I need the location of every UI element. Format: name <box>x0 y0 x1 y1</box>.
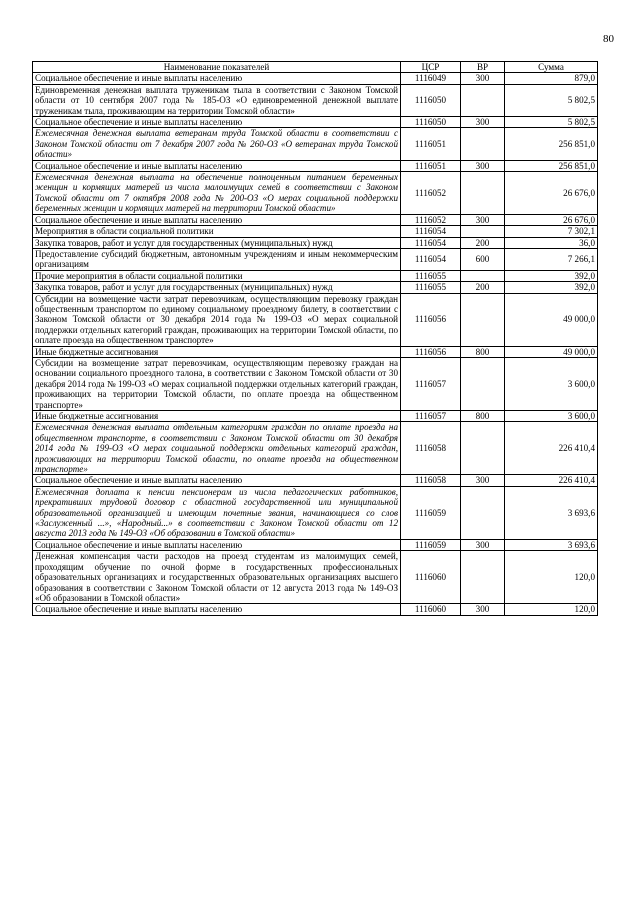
row-sum-cell: 120,0 <box>505 604 598 615</box>
row-vr-cell: 300 <box>461 73 505 84</box>
row-vr-cell: 300 <box>461 160 505 171</box>
table-row <box>33 539 598 550</box>
row-vr-cell <box>461 551 505 604</box>
row-csr-cell: 1116059 <box>401 539 461 550</box>
row-sum-cell: 5 802,5 <box>505 117 598 128</box>
row-name-cell: Социальное обеспечение и иные выплаты населению <box>33 73 401 84</box>
row-sum-cell: 36,0 <box>505 237 598 248</box>
table-row <box>33 160 598 171</box>
row-sum-cell: 26 676,0 <box>505 214 598 225</box>
table-header <box>33 62 598 73</box>
row-name-cell: Социальное обеспечение и иные выплаты населению <box>33 214 401 225</box>
table-row <box>33 486 598 539</box>
row-sum-cell: 7 302,1 <box>505 226 598 237</box>
row-sum-cell: 120,0 <box>505 551 598 604</box>
row-sum-cell: 226 410,4 <box>505 475 598 486</box>
row-csr-cell: 1116052 <box>401 214 461 225</box>
row-sum-cell: 3 600,0 <box>505 411 598 422</box>
row-sum-cell: 49 000,0 <box>505 346 598 357</box>
row-name-cell: Ежемесячная денежная выплата ветеранам труда Томской области в соответствии с Законом Томской области от 7 декабря 2007 года № 260-ОЗ «О ветеранах труда Томской области» <box>33 128 401 160</box>
row-sum-cell: 49 000,0 <box>505 293 598 346</box>
row-csr-cell: 1116057 <box>401 411 461 422</box>
row-csr-cell: 1116055 <box>401 282 461 293</box>
row-vr-cell: 300 <box>461 214 505 225</box>
table-body <box>33 73 598 615</box>
row-name-cell: Прочие мероприятия в области социальной политики <box>33 270 401 281</box>
row-name-cell: Денежная компенсация части расходов на проезд студентам из малоимущих семей, проходящим обучение по очной форме в государственных профессиональных образовательных организациях и государственных образовательных организациях высшего образования в соответствии с Законом Томской области от 12 августа 2013 года № 149-ОЗ «Об образовании в Томской области» <box>33 551 401 604</box>
row-csr-cell: 1116051 <box>401 128 461 160</box>
table-row <box>33 226 598 237</box>
row-sum-cell: 392,0 <box>505 270 598 281</box>
row-vr-cell: 800 <box>461 411 505 422</box>
row-csr-cell: 1116050 <box>401 84 461 116</box>
row-csr-cell: 1116054 <box>401 237 461 248</box>
row-name-cell: Закупка товаров, работ и услуг для государственных (муниципальных) нужд <box>33 237 401 248</box>
table-row <box>33 172 598 215</box>
row-sum-cell: 392,0 <box>505 282 598 293</box>
row-vr-cell <box>461 84 505 116</box>
row-name-cell: Социальное обеспечение и иные выплаты населению <box>33 160 401 171</box>
header-name: Наименование показателей <box>33 62 401 73</box>
row-vr-cell <box>461 270 505 281</box>
row-csr-cell: 1116059 <box>401 486 461 539</box>
row-name-cell: Предоставление субсидий бюджетным, автономным учреждениям и иным некоммерческим организациям <box>33 248 401 270</box>
row-sum-cell: 256 851,0 <box>505 128 598 160</box>
row-sum-cell: 879,0 <box>505 73 598 84</box>
table-row <box>33 237 598 248</box>
row-vr-cell <box>461 357 505 410</box>
row-csr-cell: 1116051 <box>401 160 461 171</box>
header-sum: Сумма <box>505 62 598 73</box>
table-row <box>33 411 598 422</box>
row-csr-cell: 1116060 <box>401 551 461 604</box>
table-row <box>33 84 598 116</box>
row-csr-cell: 1116055 <box>401 270 461 281</box>
row-sum-cell: 3 693,6 <box>505 539 598 550</box>
row-name-cell: Единовременная денежная выплата труженикам тыла в соответствии с Законом Томской области от 10 сентября 2007 года № 185-ОЗ «О единовременной денежной выплате труженикам тыла, проживающим на территории Томской области» <box>33 84 401 116</box>
table-row <box>33 604 598 615</box>
row-sum-cell: 3 600,0 <box>505 357 598 410</box>
row-vr-cell: 200 <box>461 282 505 293</box>
row-sum-cell: 3 693,6 <box>505 486 598 539</box>
row-csr-cell: 1116052 <box>401 172 461 215</box>
table-row <box>33 117 598 128</box>
row-sum-cell: 226 410,4 <box>505 422 598 475</box>
row-vr-cell <box>461 422 505 475</box>
row-vr-cell: 600 <box>461 248 505 270</box>
row-vr-cell: 300 <box>461 604 505 615</box>
table-row <box>33 551 598 604</box>
row-sum-cell: 26 676,0 <box>505 172 598 215</box>
table-row <box>33 293 598 346</box>
row-name-cell: Иные бюджетные ассигнования <box>33 346 401 357</box>
row-vr-cell: 300 <box>461 117 505 128</box>
row-name-cell: Субсидии на возмещение затрат перевозчикам, осуществляющим перевозку граждан на основании социального проездного талона, в соответствии с Законом Томской области от 30 декабря 2014 года № 199-ОЗ «О мерах социальной поддержки отдельных категорий граждан, проживающих на территории Томской области, по оплате проезда на общественном транспорте» <box>33 357 401 410</box>
row-name-cell: Ежемесячная денежная выплата на обеспечение полноценным питанием беременных женщин и кормящих матерей из числа малоимущих семей в соответствии с Законом Томской области от 7 октября 2008 года № 200-ОЗ «О мерах социальной поддержки беременных женщин и кормящих матерей на территории Томской области» <box>33 172 401 215</box>
row-vr-cell: 200 <box>461 237 505 248</box>
row-csr-cell: 1116054 <box>401 226 461 237</box>
header-csr: ЦСР <box>401 62 461 73</box>
table-row <box>33 346 598 357</box>
header-row <box>33 62 598 73</box>
row-csr-cell: 1116058 <box>401 475 461 486</box>
row-name-cell: Социальное обеспечение и иные выплаты населению <box>33 604 401 615</box>
table-row <box>33 248 598 270</box>
row-csr-cell: 1116057 <box>401 357 461 410</box>
table-row <box>33 214 598 225</box>
row-sum-cell: 7 266,1 <box>505 248 598 270</box>
row-csr-cell: 1116050 <box>401 117 461 128</box>
row-csr-cell: 1116058 <box>401 422 461 475</box>
row-csr-cell: 1116060 <box>401 604 461 615</box>
row-csr-cell: 1116056 <box>401 293 461 346</box>
row-vr-cell: 300 <box>461 539 505 550</box>
row-vr-cell <box>461 226 505 237</box>
table-row <box>33 475 598 486</box>
row-vr-cell <box>461 293 505 346</box>
row-name-cell: Социальное обеспечение и иные выплаты населению <box>33 117 401 128</box>
row-vr-cell <box>461 128 505 160</box>
row-csr-cell: 1116049 <box>401 73 461 84</box>
row-sum-cell: 256 851,0 <box>505 160 598 171</box>
table-row <box>33 128 598 160</box>
table-row <box>33 357 598 410</box>
row-name-cell: Закупка товаров, работ и услуг для государственных (муниципальных) нужд <box>33 282 401 293</box>
row-vr-cell <box>461 172 505 215</box>
row-name-cell: Ежемесячная доплата к пенсии пенсионерам из числа педагогических работников, прекративших трудовой договор с областной государственной или муниципальной образовательной организацией и имеющим почетные звания, начинающиеся со слов «Заслуженный ...», «Народный...» в соответствии с Законом Томской области от 12 августа 2013 года № 149-ОЗ «Об образовании в Томской области» <box>33 486 401 539</box>
row-name-cell: Ежемесячная денежная выплата отдельным категориям граждан по оплате проезда на общественном транспорте, в соответствии с Законом Томской области от 30 декабря 2014 года № 199-ОЗ «О мерах социальной поддержки отдельных категорий граждан, проживающих на территории Томской области, по оплате проезда на общественном транспорте» <box>33 422 401 475</box>
row-name-cell: Мероприятия в области социальной политики <box>33 226 401 237</box>
row-sum-cell: 5 802,5 <box>505 84 598 116</box>
row-vr-cell <box>461 486 505 539</box>
table-row <box>33 270 598 281</box>
row-csr-cell: 1116056 <box>401 346 461 357</box>
row-name-cell: Субсидии на возмещение части затрат перевозчикам, осуществляющим перевозку граждан общественным транспортом по единому социальному проездному билету, в соответствии с Законом Томской области от 30 декабря 2014 года № 199-ОЗ «О мерах социальной поддержки отдельных категорий граждан, проживающих на территории Томской области, по оплате проезда на общественном транспорте» <box>33 293 401 346</box>
row-name-cell: Социальное обеспечение и иные выплаты населению <box>33 539 401 550</box>
page-number: 80 <box>603 33 614 45</box>
row-name-cell: Социальное обеспечение и иные выплаты населению <box>33 475 401 486</box>
row-name-cell: Иные бюджетные ассигнования <box>33 411 401 422</box>
row-vr-cell: 300 <box>461 475 505 486</box>
table-row <box>33 282 598 293</box>
table-row <box>33 73 598 84</box>
header-vr: ВР <box>461 62 505 73</box>
budget-table <box>32 61 598 616</box>
row-csr-cell: 1116054 <box>401 248 461 270</box>
table-row <box>33 422 598 475</box>
row-vr-cell: 800 <box>461 346 505 357</box>
